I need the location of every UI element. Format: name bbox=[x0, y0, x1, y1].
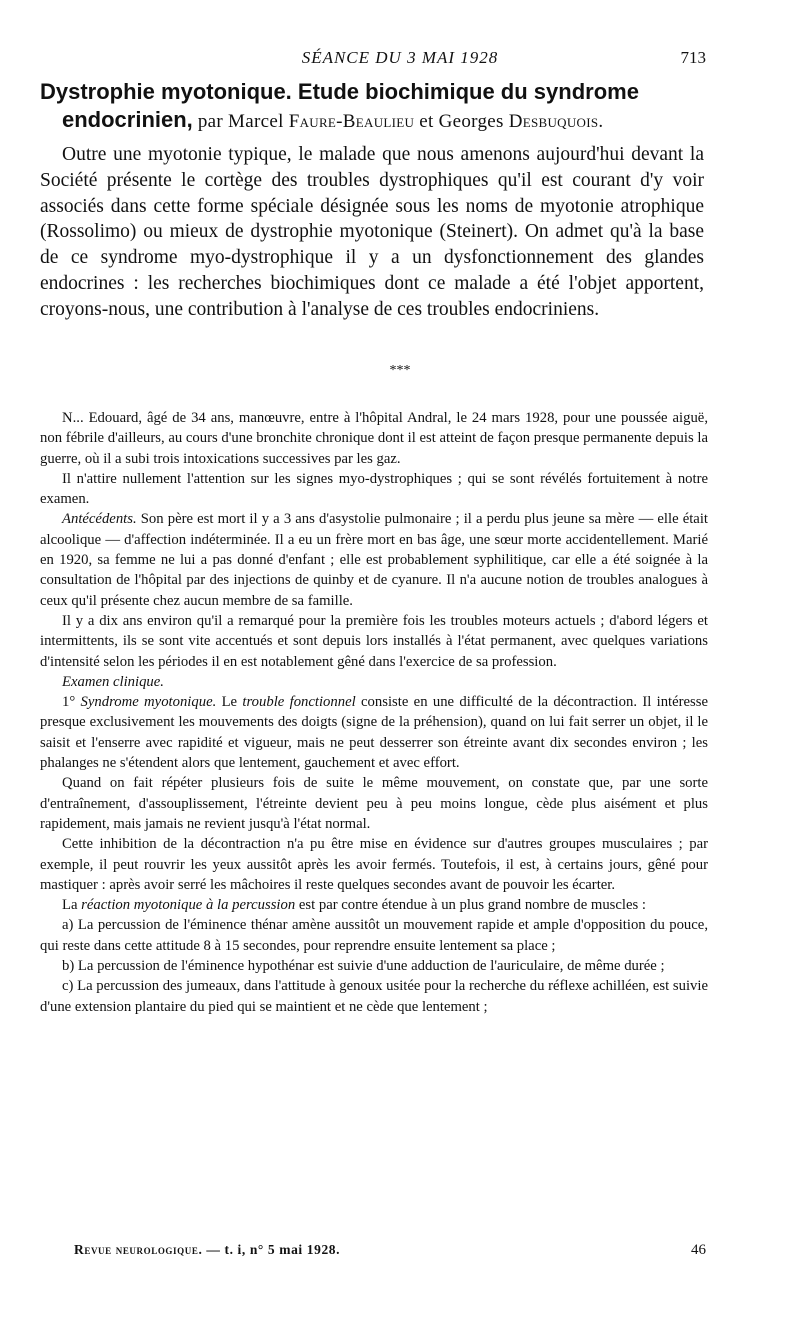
journal-name: Revue neurologique. bbox=[74, 1242, 203, 1257]
syndrome-label: Syndrome myotonique. bbox=[80, 694, 217, 711]
running-head bbox=[0, 48, 800, 72]
section-separator bbox=[0, 363, 800, 378]
obs-item-c: c) La percussion des jumeaux, dans l'attitude à genoux usitée pour la recherche du réflexe achilléen, est suivie d'une extension plantaire du pied qui se maintient et ne cède que lentement ; bbox=[40, 978, 708, 1015]
reaction-pre: La bbox=[62, 897, 82, 914]
obs-paragraph-antecedents bbox=[40, 509, 708, 610]
article-title bbox=[40, 78, 715, 136]
obs-paragraph-2: Il n'attire nullement l'attention sur les signes myo-dystrophiques ; qui se sont révélés fortuitement à notre examen. bbox=[40, 470, 708, 508]
page-number: 713 bbox=[680, 48, 706, 67]
page-footer bbox=[74, 1242, 706, 1262]
intro-paragraph: Outre une myotonie typique, le malade que nous amenons aujourd'hui devant la Société présente le cortège des troubles dystrophiques qu'il est courant d'y voir associés dans cette forme spéciale désignée sous les noms de myotonie atrophique (Rossolimo) ou mieux de dystrophie myotonique (Steinert). On admet qu'à la base de ce syndrome myo-dystrophique il y a un dysfonctionnement des glandes endocrines : les recherches biochimiques dont ce malade a été l'objet apportent, croyons-nous, une contribution à l'analyse de ces troubles endocriniens. bbox=[40, 144, 704, 320]
syndrome-text: consiste en une difficulté de la décontraction. Il intéresse presque exclusivement les mouvements des doigts (signe de la préhension), quand on lui fait serrer un objet, il le saisit et l'enserre avec rapidité et vigueur, mais ne peut desserrer son étreinte avant dix secondes environ ; les phalanges ne s'étendent alors que lentement, gauchement et avec effort. bbox=[40, 694, 708, 772]
authors-byline bbox=[193, 111, 604, 132]
byline-et: et Georges bbox=[414, 111, 509, 132]
syndrome-le: Le bbox=[216, 694, 243, 711]
byline-par: par Marcel bbox=[192, 111, 289, 132]
antecedents-text: Son père est mort il y a 3 ans d'asystolie pulmonaire ; il a perdu plus jeune sa mère — elle était alcoolique — d'affection indéterminée. Il a eu un frère mort en bas âge, une sœur morte accidentellement. Marié en 1920, sa femme ne lui a pas donné d'enfant ; elle est probablement syphilitique, car elle a été soignée à la consultation de l'hôpital par des injections de quinby et de cyanure. Il n'a aucune notion de troubles analogues à ceux qu'il présente chez aucun membre de sa famille. bbox=[40, 511, 708, 609]
exam-heading bbox=[40, 672, 708, 692]
antecedents-label: Antécédents. bbox=[62, 511, 137, 528]
footer-sheet-number: 46 bbox=[691, 1242, 706, 1258]
obs-paragraph-1: N... Edouard, âgé de 34 ans, manœuvre, entre à l'hôpital Andral, le 24 mars 1928, pour une poussée aiguë, non fébrile d'ailleurs, au cours d'une bronchite chronique dont il est atteint de façon presque permanente depuis la guerre, où il a subi trois intoxications successives par les gaz. bbox=[40, 410, 708, 467]
obs-paragraph-7: Cette inhibition de la décontraction n'a pu être mise en évidence sur d'autres groupes musculaires ; par exemple, il peut rouvrir les yeux aussitôt après les avoir fermés. Toutefois, il est, à certains jours, gêné pour mastiquer : après avoir serré les mâchoires il reste quelques secondes avant de pouvoir les écarter. bbox=[40, 836, 708, 893]
case-observation bbox=[40, 408, 708, 1017]
journal-issue: — t. i, n° 5 mai 1928. bbox=[202, 1242, 341, 1257]
obs-paragraph-syndrome bbox=[40, 692, 708, 773]
obs-paragraph-reaction bbox=[40, 895, 708, 915]
syndrome-number: 1° bbox=[62, 694, 81, 711]
title-line-2 bbox=[40, 106, 715, 136]
obs-paragraph-6: Quand on fait répéter plusieurs fois de suite le même mouvement, on constate que, par une sorte d'entraînement, d'assouplissement, l'étreinte devient peu à peu moins longue, cède plus aisément et plus rapidement, mais jamais ne revient jusqu'à l'état normal. bbox=[40, 775, 708, 832]
title-line-2-text: endocrinien, bbox=[62, 107, 193, 132]
reaction-label: réaction myotonique à la percussion bbox=[81, 897, 296, 914]
author-1: Faure-Beaulieu bbox=[288, 111, 415, 132]
journal-citation bbox=[74, 1242, 340, 1258]
obs-item-a: a) La percussion de l'éminence thénar amène aussitôt un mouvement rapide et ample d'opposition du pouce, qui reste dans cette attitude 8 à 15 secondes, pour reprendre ensuite lentement sa place ; bbox=[40, 917, 708, 954]
exam-heading-text: Examen clinique. bbox=[62, 673, 164, 690]
author-2: Desbuquois. bbox=[508, 111, 604, 132]
reaction-text: est par contre étendue à un plus grand nombre de muscles : bbox=[295, 897, 646, 914]
obs-paragraph-4: Il y a dix ans environ qu'il a remarqué pour la première fois les troubles moteurs actuels ; d'abord légers et intermittents, ils se sont vite accentués et sont depuis lors installés à l'état permanent, avec quelques variations d'intensité selon les périodes il en est notablement gêné dans l'exercice de sa profession. bbox=[40, 612, 708, 670]
obs-item-b: b) La percussion de l'éminence hypothénar est suivie d'une adduction de l'auriculaire, de même durée ; bbox=[62, 958, 665, 975]
trouble-label: trouble fonctionnel bbox=[242, 694, 356, 711]
title-line-1: Dystrophie myotonique. Etude biochimique du syndrome bbox=[40, 79, 639, 104]
separator-asterisks: *** bbox=[389, 363, 411, 378]
running-head-title: SÉANCE DU 3 MAI 1928 bbox=[301, 48, 499, 67]
